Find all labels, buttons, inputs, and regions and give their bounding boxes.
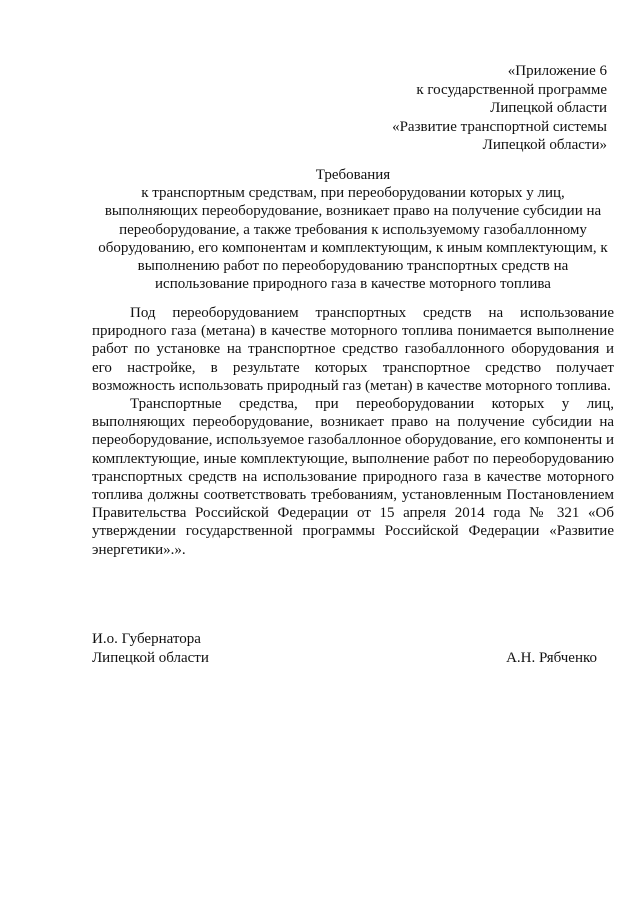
document-title: [92, 166, 614, 293]
body-paragraph: Под переоборудованием транспортных средств на использование природного газа (метана) в качестве моторного топлива понимается выполнение работ по установке на транспортное средство газобаллонного оборудования и его настройке, в результате которых транспортное средство получает возможность использовать природный газ (метан) в качестве моторного топлива.: [92, 305, 614, 394]
title-line: выполнению работ по переоборудованию транспортных средств на: [137, 258, 569, 275]
title-line: к транспортным средствам, при переоборудовании которых у лиц,: [141, 185, 565, 202]
appendix-line: «Приложение 6: [507, 63, 607, 79]
appendix-line: «Развитие транспортной системы: [392, 118, 607, 135]
signature-block: [92, 630, 597, 667]
title-line: переоборудование, а также требования к используемому газобаллонному: [119, 221, 587, 238]
appendix-line: к государственной программе: [416, 81, 607, 98]
document-body: [92, 304, 614, 559]
signer-position-line: И.о. Губернатора: [92, 631, 201, 647]
title-heading: Требования: [315, 167, 391, 183]
title-line: выполняющих переоборудование, возникает право на получение субсидии на: [104, 203, 602, 220]
appendix-header: [307, 62, 607, 155]
title-line: оборудованию, его компонентам и комплектующим, к иным комплектующим, к: [98, 239, 608, 256]
body-paragraph: Транспортные средства, при переоборудовании которых у лиц, выполняющих переоборудование, возникает право на получение субсидии на переоборудование, используемое газобаллонное оборудование, его компоненты и комплектующие, иные комплектующие, выполнение работ по переоборудованию транспортных средств на использование природного газа в качестве моторного топлива должны соответствовать требованиям, установленным Постановлением Правительства Российской Федерации от 15 апреля 2014 года № 321 «Об утверждении государственной программы Российской Федерации «Развитие энергетики».».: [92, 396, 614, 558]
signer-name: А.Н. Рябченко: [506, 649, 597, 666]
signer-position-line: Липецкой области: [92, 649, 209, 666]
appendix-line: Липецкой области: [490, 100, 607, 116]
title-line: использование природного газа в качестве моторного топлива: [155, 276, 551, 293]
appendix-line: Липецкой области»: [482, 137, 607, 153]
